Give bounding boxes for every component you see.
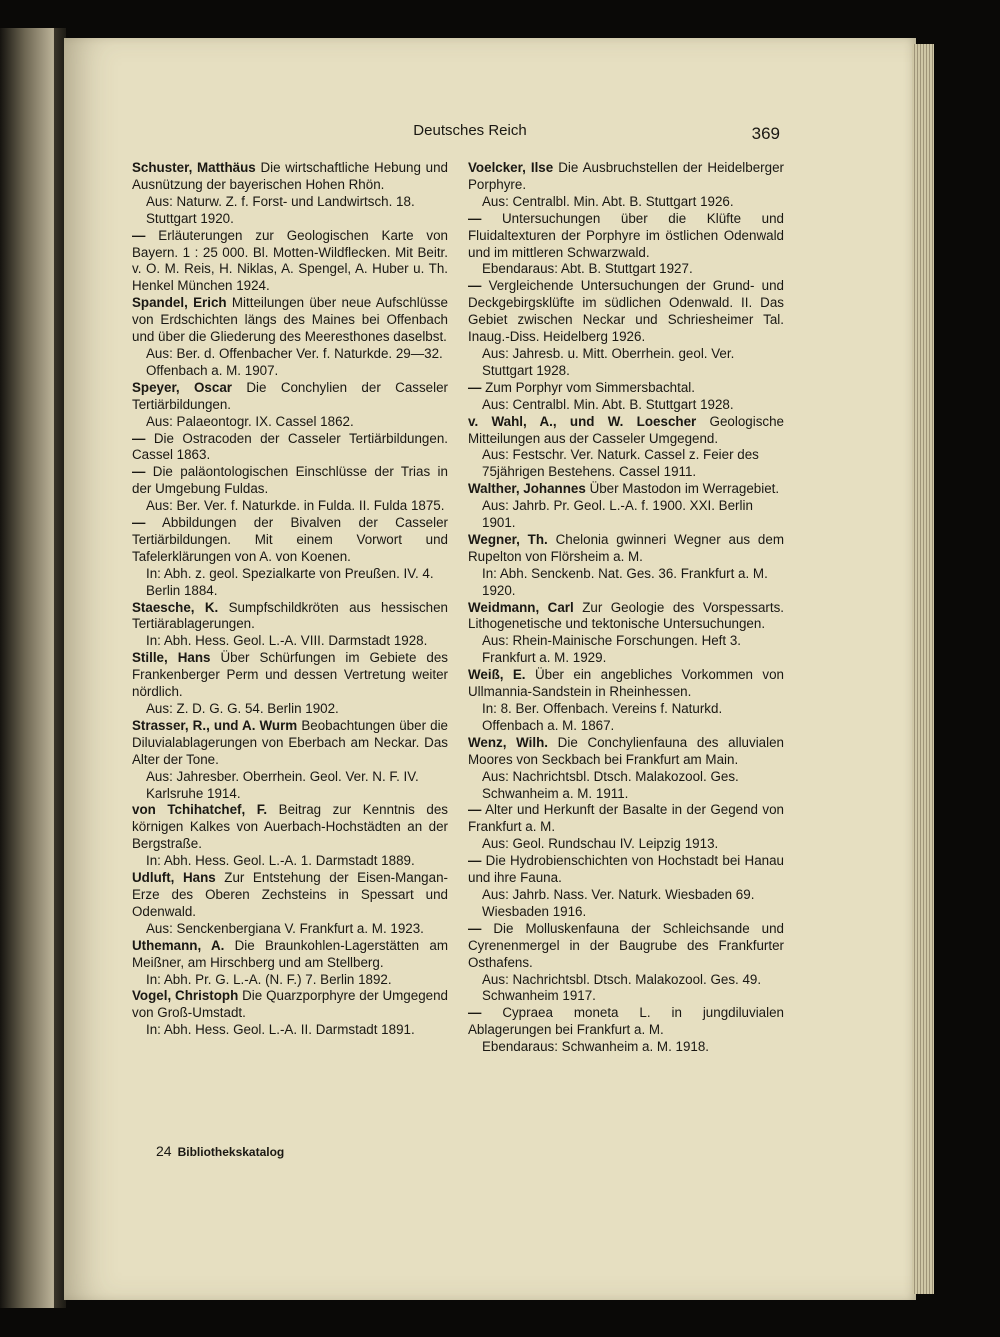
entry-author: — bbox=[468, 210, 482, 226]
entry-title-line bbox=[132, 228, 448, 296]
entry-author: — bbox=[132, 227, 146, 243]
entry-source: Aus: Ber. Ver. f. Naturkde. in Fulda. II. Fulda 1875. bbox=[146, 498, 445, 514]
entry-title: Die wirtschaftliche Hebung und Ausnützung der bayerischen Hohen Rhön. bbox=[132, 160, 448, 192]
entry-author: Weidmann, Carl bbox=[468, 599, 574, 615]
entry-title: Die paläontologischen Einschlüsse der Trias in der Umgebung Fuldas. bbox=[132, 464, 448, 497]
page-number: 369 bbox=[751, 124, 780, 143]
entry-title: Über Mastodon im Werragebiet. bbox=[589, 481, 780, 497]
entry-author: — bbox=[132, 515, 146, 531]
bibliography-entry bbox=[468, 160, 784, 211]
entry-source: Aus: Nachrichtsbl. Dtsch. Malakozool. Ges. Schwanheim a. M. 1911. bbox=[482, 768, 739, 801]
entry-title: Die Braunkohlen-Lagerstätten am Meißner, am Hirschberg und am Stellberg. bbox=[132, 937, 448, 970]
entry-author: — bbox=[132, 430, 146, 446]
entry-title-line bbox=[468, 278, 784, 346]
entry-title: Mitteilungen über neue Aufschlüsse von Erdschichten längs des Maines bei Offenbach und über die Gliederung des Meeresthones daselbst. bbox=[132, 295, 448, 345]
entry-source: In: Abh. Hess. Geol. L.-A. 1. Darmstadt 1889. bbox=[146, 853, 415, 869]
entry-source: Aus: Jahrb. Nass. Ver. Naturk. Wiesbaden 69. Wiesbaden 1916. bbox=[482, 886, 755, 919]
bibliography-entry bbox=[132, 515, 448, 600]
entry-source: Aus: Z. D. G. G. 54. Berlin 1902. bbox=[146, 701, 339, 716]
entry-source: In: Abh. Pr. G. L.-A. (N. F.) 7. Berlin 1892. bbox=[146, 971, 392, 987]
bibliography-entry bbox=[468, 600, 784, 668]
entry-title: Zum Porphyr vom Simmersbachtal. bbox=[485, 379, 695, 395]
bibliography-entry bbox=[132, 431, 448, 465]
entry-title-line bbox=[468, 735, 784, 769]
entry-author: — bbox=[468, 853, 482, 869]
entry-title-line bbox=[468, 414, 784, 448]
entry-author: Walther, Johannes bbox=[468, 481, 586, 497]
entry-title: Cypraea moneta L. in jungdiluvialen Ablagerungen bei Frankfurt a. M. bbox=[468, 1005, 784, 1038]
entry-source: Aus: Ber. d. Offenbacher Ver. f. Naturkde. 29—32. Offenbach a. M. 1907. bbox=[146, 345, 443, 378]
bibliography-entry bbox=[132, 870, 448, 938]
printer-signature bbox=[156, 1143, 284, 1159]
entry-source: Aus: Centralbl. Min. Abt. B. Stuttgart 1926. bbox=[482, 193, 734, 209]
entry-title-line bbox=[468, 532, 784, 566]
entry-title: Zur Geologie des Vorspessarts. Lithogenetische und tektonische Untersuchungen. bbox=[468, 599, 784, 632]
entry-author: Strasser, R., und A. Wurm bbox=[132, 717, 298, 733]
bibliography-entry bbox=[132, 988, 448, 1039]
bibliography-entry bbox=[468, 532, 784, 600]
bibliography-entry bbox=[132, 228, 448, 296]
bibliography-entry bbox=[132, 160, 448, 228]
signature-text: Bibliothekskatalog bbox=[177, 1145, 285, 1159]
entry-title: Abbildungen der Bivalven der Casseler Tertiärbildungen. Mit einem Vorwort und Tafelerklärungen von A. von Koenen. bbox=[132, 515, 448, 564]
entry-title-line bbox=[132, 870, 448, 921]
entry-author: Vogel, Christoph bbox=[132, 988, 239, 1004]
entry-title: Die Conchylienfauna des alluvialen Moores von Seckbach bei Frankfurt am Main. bbox=[468, 734, 784, 767]
entry-author: Stille, Hans bbox=[132, 650, 211, 666]
entry-author: — bbox=[132, 464, 146, 480]
entry-author: v. Wahl, A., und W. Loescher bbox=[468, 413, 697, 429]
bibliography-entry bbox=[468, 802, 784, 853]
bibliography-entry bbox=[132, 802, 448, 870]
entry-title-line bbox=[468, 1005, 784, 1039]
entry-title-line bbox=[132, 295, 448, 346]
bibliography-entry bbox=[468, 278, 784, 379]
entry-author: — bbox=[468, 1005, 482, 1021]
entry-source: Aus: Jahrb. Pr. Geol. L.-A. f. 1900. XXI. Berlin 1901. bbox=[482, 498, 753, 531]
page-stack-edge bbox=[912, 44, 934, 1294]
running-title: Deutsches Reich bbox=[413, 122, 527, 139]
entry-title-line bbox=[468, 160, 784, 194]
entry-source: Aus: Centralbl. Min. Abt. B. Stuttgart 1928. bbox=[482, 396, 734, 412]
entry-title: Sumpfschildkröten aus hessischen Tertiärablagerungen. bbox=[132, 599, 448, 632]
entry-title: Die Molluskenfauna der Schleichsande und Cyrenenmergel in der Baugrube des Frankfurter Osthafens. bbox=[468, 920, 784, 970]
left-page-edge bbox=[0, 28, 62, 1308]
bibliography-entry bbox=[468, 414, 784, 482]
entry-author: Speyer, Oscar bbox=[132, 379, 232, 395]
entry-source: In: Abh. Hess. Geol. L.-A. II. Darmstadt 1891. bbox=[146, 1022, 415, 1038]
entry-title-line bbox=[132, 718, 448, 769]
entry-source: Ebendaraus: Schwanheim a. M. 1918. bbox=[482, 1039, 710, 1055]
bibliography-entry bbox=[468, 735, 784, 803]
entry-author: — bbox=[468, 920, 482, 936]
entry-title: Geologische Mitteilungen aus der Casseler Umgegend. bbox=[468, 413, 784, 446]
bibliography-entry bbox=[132, 650, 448, 718]
bibliography-entry bbox=[468, 481, 784, 532]
running-head bbox=[150, 122, 790, 146]
entry-title-line bbox=[132, 515, 448, 566]
entry-source: In: 8. Ber. Offenbach. Vereins f. Naturkd. Offenbach a. M. 1867. bbox=[482, 701, 723, 733]
entry-title-line bbox=[132, 380, 448, 414]
entry-author: — bbox=[468, 802, 482, 818]
entry-author: von Tchihatchef, F. bbox=[132, 802, 268, 818]
entry-author: Staesche, K. bbox=[132, 599, 219, 615]
entry-title: Über ein angebliches Vorkommen von Ullmannia-Sandstein in Rheinhessen. bbox=[468, 667, 784, 700]
entry-source: Aus: Rhein-Mainische Forschungen. Heft 3. Frankfurt a. M. 1929. bbox=[482, 633, 742, 666]
bibliography-entry bbox=[468, 1005, 784, 1056]
entry-title: Die Quarzporphyre der Umgegend von Groß-Umstadt. bbox=[132, 988, 448, 1021]
entry-title: Untersuchungen über die Klüfte und Fluidaltexturen der Porphyre im östlichen Odenwald und im mittleren Schwarzwald. bbox=[468, 210, 784, 260]
bibliography-entry bbox=[132, 464, 448, 515]
entry-source: In: Abh. z. geol. Spezialkarte von Preußen. IV. 4. Berlin 1884. bbox=[146, 565, 434, 598]
bibliography-entry bbox=[132, 718, 448, 803]
entry-title: Die Ausbruchstellen der Heidelberger Porphyre. bbox=[468, 160, 784, 192]
bibliography-entry bbox=[132, 380, 448, 431]
entry-title: Alter und Herkunft der Basalte in der Gegend von Frankfurt a. M. bbox=[468, 802, 784, 835]
entry-title-line bbox=[132, 464, 448, 498]
bibliography-entry bbox=[468, 211, 784, 279]
entry-title: Die Conchylien der Casseler Tertiärbildungen. bbox=[132, 379, 448, 412]
bibliography-entry bbox=[132, 938, 448, 989]
entry-title: Die Hydrobienschichten von Hochstadt bei Hanau und ihre Fauna. bbox=[468, 853, 784, 886]
entry-title: Vergleichende Untersuchungen der Grund- und Deckgebirgsklüfte im südlichen Odenwald. II. Das Gebiet zwischen Neckar und Schriesheimer Tal. Inaug.-Diss. Heidelberg 1926. bbox=[468, 278, 784, 345]
left-column bbox=[132, 160, 448, 1039]
entry-author: Weiß, E. bbox=[468, 667, 526, 683]
entry-title-line bbox=[468, 667, 784, 701]
right-column bbox=[468, 160, 784, 1056]
entry-title-line bbox=[468, 211, 784, 262]
entry-source: Aus: Senckenbergiana V. Frankfurt a. M. 1923. bbox=[146, 920, 424, 936]
entry-author: Voelcker, Ilse bbox=[468, 160, 554, 175]
entry-title-line bbox=[132, 600, 448, 634]
entry-source: In: Abh. Hess. Geol. L.-A. VIII. Darmstadt 1928. bbox=[146, 633, 428, 649]
entry-title: Chelonia gwinneri Wegner aus dem Rupelton von Flörsheim a. M. bbox=[468, 531, 784, 564]
entry-author: Udluft, Hans bbox=[132, 870, 216, 886]
entry-title-line bbox=[468, 380, 784, 397]
entry-title-line bbox=[132, 988, 448, 1022]
entry-title-line bbox=[132, 802, 448, 853]
bibliography-entry bbox=[468, 921, 784, 1006]
entry-title-line bbox=[468, 600, 784, 634]
entry-source: Aus: Naturw. Z. f. Forst- und Landwirtsch. 18. Stuttgart 1920. bbox=[146, 193, 415, 226]
entry-source: In: Abh. Senckenb. Nat. Ges. 36. Frankfurt a. M. 1920. bbox=[482, 565, 768, 598]
entry-title: Erläuterungen zur Geologischen Karte von Bayern. 1 : 25 000. Bl. Motten-Wildflecken. Mit Beitr. v. O. M. Reis, H. Niklas, A. Spengel, A. Huber u. Th. Henkel München 1924. bbox=[132, 227, 448, 294]
entry-author: — bbox=[468, 379, 482, 395]
entry-title-line bbox=[468, 481, 784, 498]
entry-title-line bbox=[132, 160, 448, 194]
entry-title: Über Schürfungen im Gebiete des Frankenberger Perm und dessen Vertretung weiter nördlich. bbox=[132, 650, 448, 700]
bibliography-entry bbox=[132, 295, 448, 380]
entry-title: Beobachtungen über die Diluvialablagerungen von Eberbach am Neckar. Das Alter der Tone. bbox=[132, 717, 448, 767]
bibliography-entry bbox=[468, 380, 784, 414]
entry-source: Aus: Palaeontogr. IX. Cassel 1862. bbox=[146, 413, 354, 429]
entry-title: Die Ostracoden der Casseler Tertiärbildungen. Cassel 1863. bbox=[132, 430, 448, 463]
entry-title-line bbox=[468, 802, 784, 836]
entry-title-line bbox=[468, 921, 784, 972]
entry-source: Ebendaraus: Abt. B. Stuttgart 1927. bbox=[482, 261, 693, 277]
entry-source: Aus: Festschr. Ver. Naturk. Cassel z. Feier des 75jährigen Bestehens. Cassel 1911. bbox=[482, 447, 759, 480]
entry-source: Aus: Jahresb. u. Mitt. Oberrhein. geol. Ver. Stuttgart 1928. bbox=[482, 345, 735, 378]
entry-author: Uthemann, A. bbox=[132, 937, 225, 953]
entry-author: Wegner, Th. bbox=[468, 531, 548, 547]
entry-title: Beitrag zur Kenntnis des körnigen Kalkes von Auerbach-Hochstädten an der Bergstraße. bbox=[132, 802, 448, 852]
entry-author: Spandel, Erich bbox=[132, 295, 227, 311]
entry-title-line bbox=[468, 853, 784, 887]
entry-source: Aus: Nachrichtsbl. Dtsch. Malakozool. Ges. 49. Schwanheim 1917. bbox=[482, 971, 762, 1004]
entry-title: Zur Entstehung der Eisen-Mangan-Erze des Oberen Zechsteins in Spessart und Odenwald. bbox=[132, 870, 448, 919]
bibliography-entry bbox=[468, 667, 784, 735]
signature-number: 24 bbox=[156, 1143, 172, 1159]
entry-title-line bbox=[132, 938, 448, 972]
entry-title-line bbox=[132, 431, 448, 465]
entry-title-line bbox=[132, 650, 448, 701]
entry-source: Aus: Geol. Rundschau IV. Leipzig 1913. bbox=[482, 836, 719, 852]
entry-source: Aus: Jahresber. Oberrhein. Geol. Ver. N. F. IV. Karlsruhe 1914. bbox=[146, 768, 419, 801]
entry-author: Wenz, Wilh. bbox=[468, 734, 548, 750]
entry-author: Schuster, Matthäus bbox=[132, 160, 256, 175]
bibliography-entry bbox=[132, 600, 448, 651]
entry-author: — bbox=[468, 278, 482, 294]
bibliography-entry bbox=[468, 853, 784, 921]
